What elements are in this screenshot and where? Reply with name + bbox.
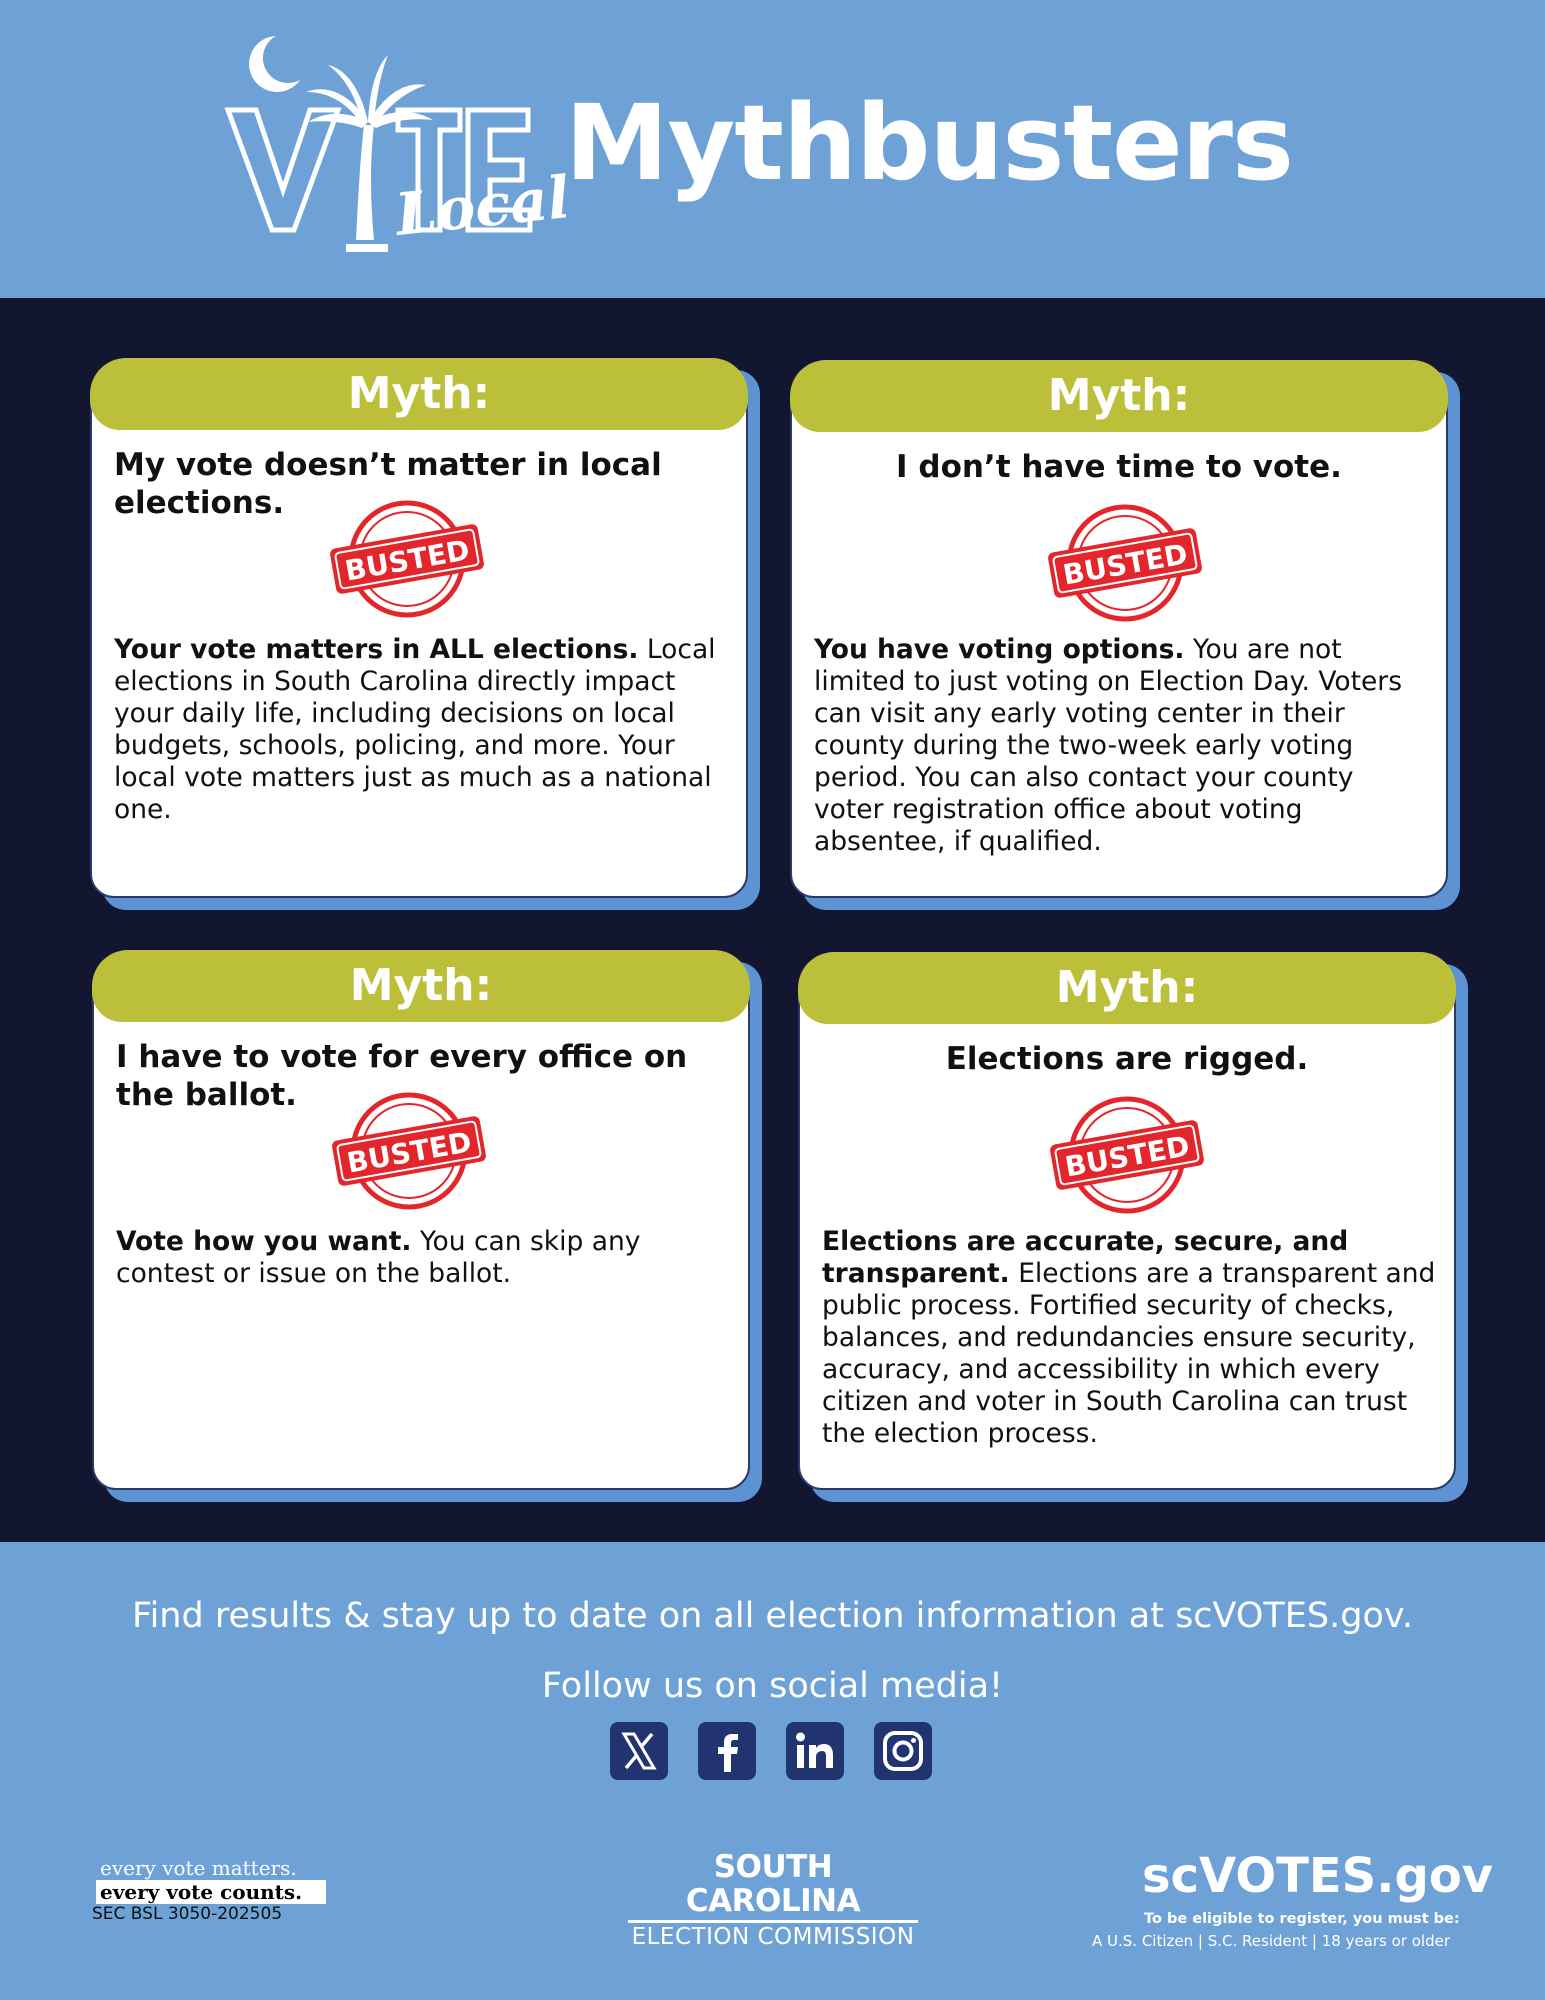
myth-answer xyxy=(822,1226,1438,1450)
scvotes-block xyxy=(1092,1848,1494,1952)
header xyxy=(0,0,1545,298)
slogan-line-2: every vote counts. xyxy=(96,1880,326,1904)
busted-stamp-icon xyxy=(1046,504,1204,622)
eligibility-requirements: A U.S. Citizen | S.C. Resident | 18 years or older xyxy=(1092,1932,1450,1950)
myth-label: Myth: xyxy=(790,360,1448,432)
document-code: SEC BSL 3050-202505 xyxy=(92,1904,283,1924)
answer-heading: Elections are accurate, secure, and transparent. xyxy=(822,1226,1349,1289)
vote-local-logo xyxy=(228,30,573,250)
slogan-line-1: every vote matters. xyxy=(96,1856,326,1880)
facebook-icon[interactable] xyxy=(698,1722,756,1780)
myth-statement: I don’t have time to vote. xyxy=(896,449,1342,485)
answer-body: You can skip any contest or issue on the ballot. xyxy=(116,1226,641,1289)
commission-name-1: SOUTH CAROLINA xyxy=(628,1850,918,1923)
myth-label: Myth: xyxy=(92,950,750,1022)
website-link[interactable]: scVOTES.gov xyxy=(1142,1848,1494,1904)
answer-body: Elections are a transparent and public process. Fortified security of checks, balances, and redundancies ensure security, accuracy, and accessibility in which every citizen and voter in South Carolina can trust the election process. xyxy=(822,1258,1436,1449)
info-line: Find results & stay up to date on all election information at scVOTES.gov. xyxy=(131,1596,1414,1636)
linkedin-icon[interactable] xyxy=(786,1722,844,1780)
svg-text:BUSTED: BUSTED xyxy=(342,533,473,588)
myth-card-3 xyxy=(92,950,750,1490)
answer-heading: Vote how you want. xyxy=(116,1226,412,1257)
social-links xyxy=(610,1722,940,1784)
commission-name-2: ELECTION COMMISSION xyxy=(631,1924,915,1950)
follow-line: Follow us on social media! xyxy=(541,1666,1004,1706)
election-commission-logo xyxy=(628,1850,918,1951)
myth-label: Myth: xyxy=(798,952,1456,1024)
svg-text:Local: Local xyxy=(392,163,573,249)
answer-heading: You have voting options. xyxy=(814,634,1185,665)
myth-answer xyxy=(814,634,1430,858)
answer-body: Local elections in South Carolina directly impact your daily life, including decisions on local budgets, schools, policing, and more. Your local vote matters just as much as a national one. xyxy=(114,634,716,825)
busted-stamp-icon xyxy=(330,1092,488,1210)
svg-text:BUSTED: BUSTED xyxy=(1060,537,1191,592)
myth-statement: Elections are rigged. xyxy=(945,1041,1309,1077)
myth-card-4 xyxy=(798,952,1456,1490)
myth-label: Myth: xyxy=(90,358,748,430)
busted-stamp-icon xyxy=(328,500,486,618)
answer-heading: Your vote matters in ALL elections. xyxy=(114,634,639,665)
x-icon[interactable] xyxy=(610,1722,668,1780)
myth-card-2 xyxy=(790,360,1448,898)
myth-answer xyxy=(114,634,730,826)
busted-stamp-icon xyxy=(1048,1096,1206,1214)
slogan-block xyxy=(92,1856,326,1924)
answer-body: You are not limited to just voting on Election Day. Voters can visit any early voting center in their county during the two-week early voting period. You can also contact your county voter registration office about voting absentee, if qualified. xyxy=(814,634,1403,857)
page-title: Mythbusters xyxy=(565,82,1293,204)
myth-card-1 xyxy=(90,358,748,898)
myth-answer xyxy=(116,1226,732,1290)
eligibility-heading: To be eligible to register, you must be: xyxy=(1144,1911,1460,1927)
myth-statement: My vote doesn’t matter in local elections. xyxy=(114,447,662,521)
svg-text:BUSTED: BUSTED xyxy=(344,1125,475,1180)
myth-statement: I have to vote for every office on the ballot. xyxy=(116,1039,688,1113)
instagram-icon[interactable] xyxy=(874,1722,932,1780)
svg-text:BUSTED: BUSTED xyxy=(1062,1129,1193,1184)
